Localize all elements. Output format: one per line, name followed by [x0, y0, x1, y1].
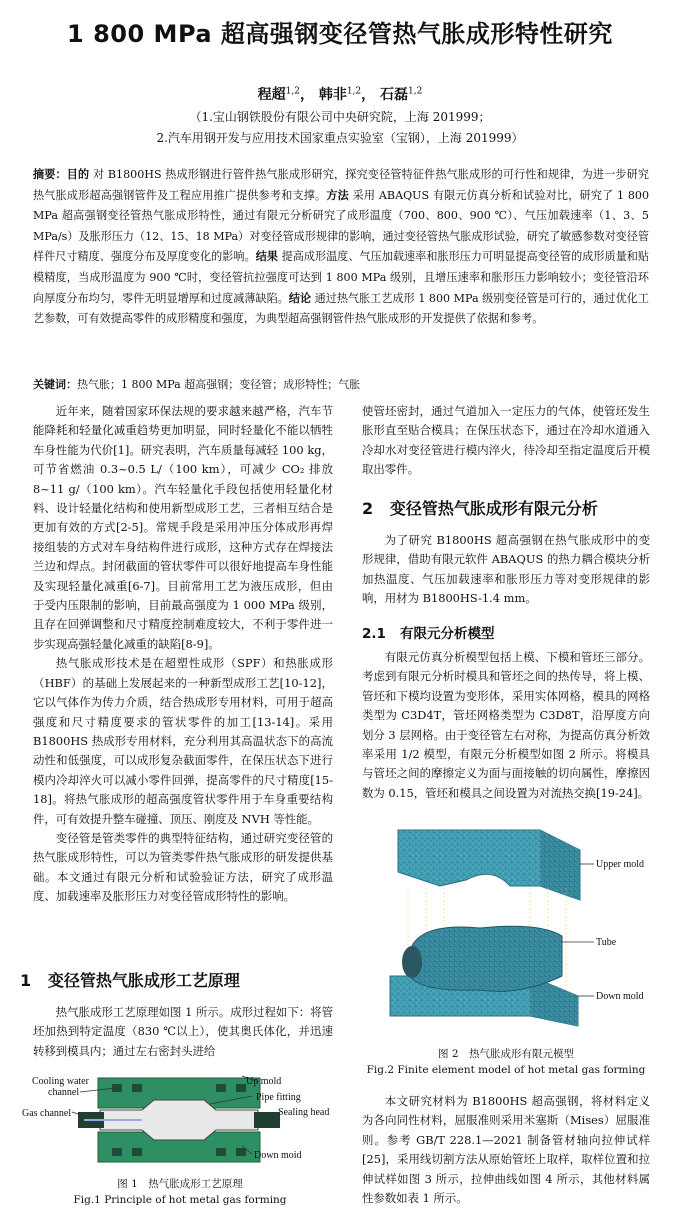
paper-title: 1 800 MPa 超高强钢变径管热气胀成形特性研究	[67, 20, 613, 48]
section-2-1-heading	[362, 622, 495, 642]
label-channel: channel	[48, 1087, 80, 1098]
body-paragraph: 近年来，随着国家环保法规的要求越来越严格，汽车节能降耗和轻量化减重趋势更加明显，同时轻量化不能以牺牲车身性能为代价[1]。研究表明，汽车质量每减轻 100 kg，可节省燃油 0.3~0.5 L/（100 km），可减少 CO₂ 排放 8~11 g/（100 km）。汽车轻量化手段包括使用轻量化材料、设计轻量化结构和使用新型成形工艺，三者相互结合是更加有效的方式[2-5]。常规手段是采用冲压分体成形再焊接组装的方式对车身结构件进行成形，这种方式存在焊接法兰边和焊点。封闭截面的管状零件可以很好地提高车身性能及实现轻量化减重[6-7]。目前常用工艺为液压成形，但由于受内压限制的影响，目前最高强度为 1 000 MPa 级别，且存在回弹调整和尺寸精度控制难度较大，不利于零件进一步实现高强轻量化减重的缺陷[8-9]。	[33, 404, 333, 651]
abstract-conclusion-label: 结论	[288, 291, 312, 305]
section-number: 2.1	[362, 626, 386, 642]
abstract-result: 提高成形温度、气压加载速率和胀形压力可明显提高变径管的成形质量和贴模精度，当成形温度为 900 ℃时，变径管抗拉强度可达到 1 800 MPa 级别，且增压速率和胀形压力影响较小；变径管沿环向厚度分布均匀，零件无明显增厚和过度减薄缺陷。	[33, 250, 649, 305]
author-separator: ，	[299, 87, 314, 103]
figure-2-caption-en: Fig.2 Finite element model of hot metal gas forming	[366, 1064, 646, 1076]
section-title: 有限元分析模型	[400, 626, 495, 642]
abstract-method-label: 方法	[326, 188, 349, 202]
right-sealing-head	[254, 1112, 280, 1128]
abstract-conclusion: 通过热气胀工艺成形 1 800 MPa 级别变径管是可行的，通过优化工艺参数，可有效提高零件的成形精度和强度，为典型超高强钢管件热气胀成形的开发提供了依据和参考。	[33, 291, 649, 326]
section-number: 2	[362, 499, 374, 518]
figure-2-fe-model	[380, 826, 670, 1036]
keywords	[33, 376, 649, 392]
section-number: 1	[20, 971, 32, 990]
label-upper-mold: Upper mold	[596, 859, 645, 870]
body-paragraph: 本文研究材料为 B1800HS 超高强钢，将材料定义为各向同性材料，屈服准则采用米塞斯（Mises）屈服准则。参考 GB/T 228.1—2021 制备管材轴向拉伸试样[25]，采用线切割方法从原始管坯上取样，取样位置和拉伸试样如图 3 所示，拉伸曲线如图 4 所示，其他材料属性参数如表 1 所示。	[362, 1094, 650, 1206]
right-column-sec21	[362, 648, 650, 803]
figure-1-caption-cn: 图 1 热气胀成形工艺原理	[117, 1178, 243, 1190]
tube-mesh	[402, 926, 562, 991]
body-paragraph: 变径管是管类零件的典型特征结构，通过研究变径管的热气胀成形特性，可以为管类零件热气胀成形的研发提供基础。本文通过有限元分析和试验验证方法，研究了成形温度、加载速率及胀形压力对变径管成形特性的影响。	[33, 830, 333, 904]
body-paragraph: 热气胀成形工艺原理如图 1 所示。成形过程如下：将管坯加热到特定温度（830 ℃以上），使其奥氏体化，并迅速转移到模具内；通过左右密封头进给	[33, 1005, 333, 1058]
section-title: 变径管热气胀成形工艺原理	[47, 971, 240, 990]
abstract-purpose-label: 目的	[66, 168, 90, 181]
body-paragraph: 热气胀成形技术是在超塑性成形（SPF）和热胀成形（HBF）的基础上发展起来的一种新型成形工艺[10-12]，它以气体作为传力介质，结合热成形专用材料，可用于超高强度和尺寸精度要求的管状零件的加工[13-14]。采用 B1800HS 热成形专用材料，充分利用其高温状态下的高流动性和低强度，可以成形复杂截面零件，在保压状态下进行模内冷却淬火可以减小零件回弹，提高零件的尺寸精度[15-18]。将热气胀成形的超高强度管状零件用于车身重要结构件，可有效提升整车碰撞、顶压、刚度及 NVH 等性能。	[33, 656, 333, 826]
label-gas-channel: Gas channel	[22, 1108, 72, 1119]
author-name: 程超	[257, 87, 286, 103]
label-down-mold: Down mold	[596, 991, 644, 1002]
label-cooling-water: Cooling water	[32, 1076, 89, 1087]
right-column-continuation	[362, 402, 650, 480]
body-paragraph: 有限元仿真分析模型包括上模、下模和管坯三部分。考虑到有限元分析时模具和管坯之间的热传导，将上模、管坯和下模均设置为变形体，采用实体网格，模具的网格类型为 C3D4T，管坯网格类型为 C3D8T，沿厚度方向划分 3 层网格。由于变径管左右对称，为提高仿真分析效率采用 1/2 模型，有限元分析模型如图 2 所示。将模具与管坯之间的摩擦定义为面与面接触的切向属性，摩擦因数为 0.15，管坯和模具之间设置为对流热交换[19-24]。	[362, 650, 650, 800]
keywords-text: 热气胀；1 800 MPa 超高强钢；变径管；成形特性；气胀	[77, 378, 361, 391]
keywords-label: 关键词：	[33, 378, 77, 391]
author-affiliation-mark: 1,2	[285, 86, 300, 97]
left-column-intro	[33, 402, 333, 907]
author-affiliation-mark: 1,2	[346, 86, 362, 97]
label-sealing-head: Sealing head	[278, 1107, 330, 1118]
section-1-heading	[20, 968, 240, 991]
left-column-sec1	[33, 1003, 333, 1061]
section-title: 变径管热气胀成形有限元分析	[389, 499, 598, 518]
right-column-material	[362, 1092, 650, 1208]
author-name: 韩非	[318, 87, 347, 103]
figure-1-caption	[20, 1176, 340, 1208]
abstract-label: 摘要：	[33, 168, 67, 181]
figure-2-caption	[362, 1046, 650, 1078]
author-name: 石磊	[380, 87, 409, 103]
label-up-mold: Up mold	[246, 1076, 282, 1087]
affiliation-line: （1.宝山钢铁股份有限公司中央研究院，上海 201999；	[189, 110, 491, 124]
upper-mold-mesh	[398, 830, 580, 900]
author-separator: ，	[361, 87, 376, 103]
label-down-mold: Down moid	[254, 1150, 302, 1161]
affiliation-line: 2.汽车用钢开发与应用技术国家重点实验室（宝钢），上海 201999）	[156, 131, 524, 145]
body-paragraph: 为了研究 B1800HS 超高强钢在热气胀成形中的变形规律，借助有限元软件 ABAQUS 的热力耦合模块分析加热温度、气压加载速率和胀形压力等对变形规律的影响，用材为 B1800HS-1.4 mm。	[362, 533, 650, 606]
author-affiliation-mark: 1,2	[408, 86, 423, 97]
right-column-sec2	[362, 531, 650, 609]
label-pipe-fitting: Pipe fitting	[256, 1092, 301, 1103]
label-tube: Tube	[596, 937, 617, 948]
abstract	[33, 165, 649, 330]
body-paragraph: 使管坯密封，通过气道加入一定压力的气体，使管坯发生胀形直至贴合模具；在保压状态下，通过在冷却水道通入冷却水对变径管进行模内淬火，待冷却至指定温度后开模取出零件。	[362, 404, 650, 477]
figure-1-diagram	[20, 1070, 340, 1170]
abstract-method: 采用 ABAQUS 有限元仿真分析和试验对比，研究了 1 800 MPa 超高强钢变径管热气胀成形特性，通过有限元分析研究了成形温度（700、800、900 ℃）、气压加载速率（1、3、5 MPa/s）及胀形压力（12、15、18 MPa）对变径管成形规律的影响，通过变径管热气胀成形试验，研究了敏感参数对变径管样件尺寸精度、强度分布及厚度变化的影响。	[33, 188, 649, 264]
figure-2-caption-cn: 图 2 热气胀成形有限元模型	[437, 1048, 575, 1060]
figure-1-caption-en: Fig.1 Principle of hot metal gas forming	[73, 1194, 287, 1206]
abstract-result-label: 结果	[255, 250, 278, 264]
abstract-purpose: 对 B1800HS 热成形钢进行管件热气胀成形研究，探究变径管特征件热气胀成形的可行性和规律，为进一步研究热气胀成形超高强钢管件及工程应用推广提供参考和支撑。	[33, 168, 649, 202]
author-list	[0, 84, 680, 104]
section-2-heading	[362, 496, 598, 519]
